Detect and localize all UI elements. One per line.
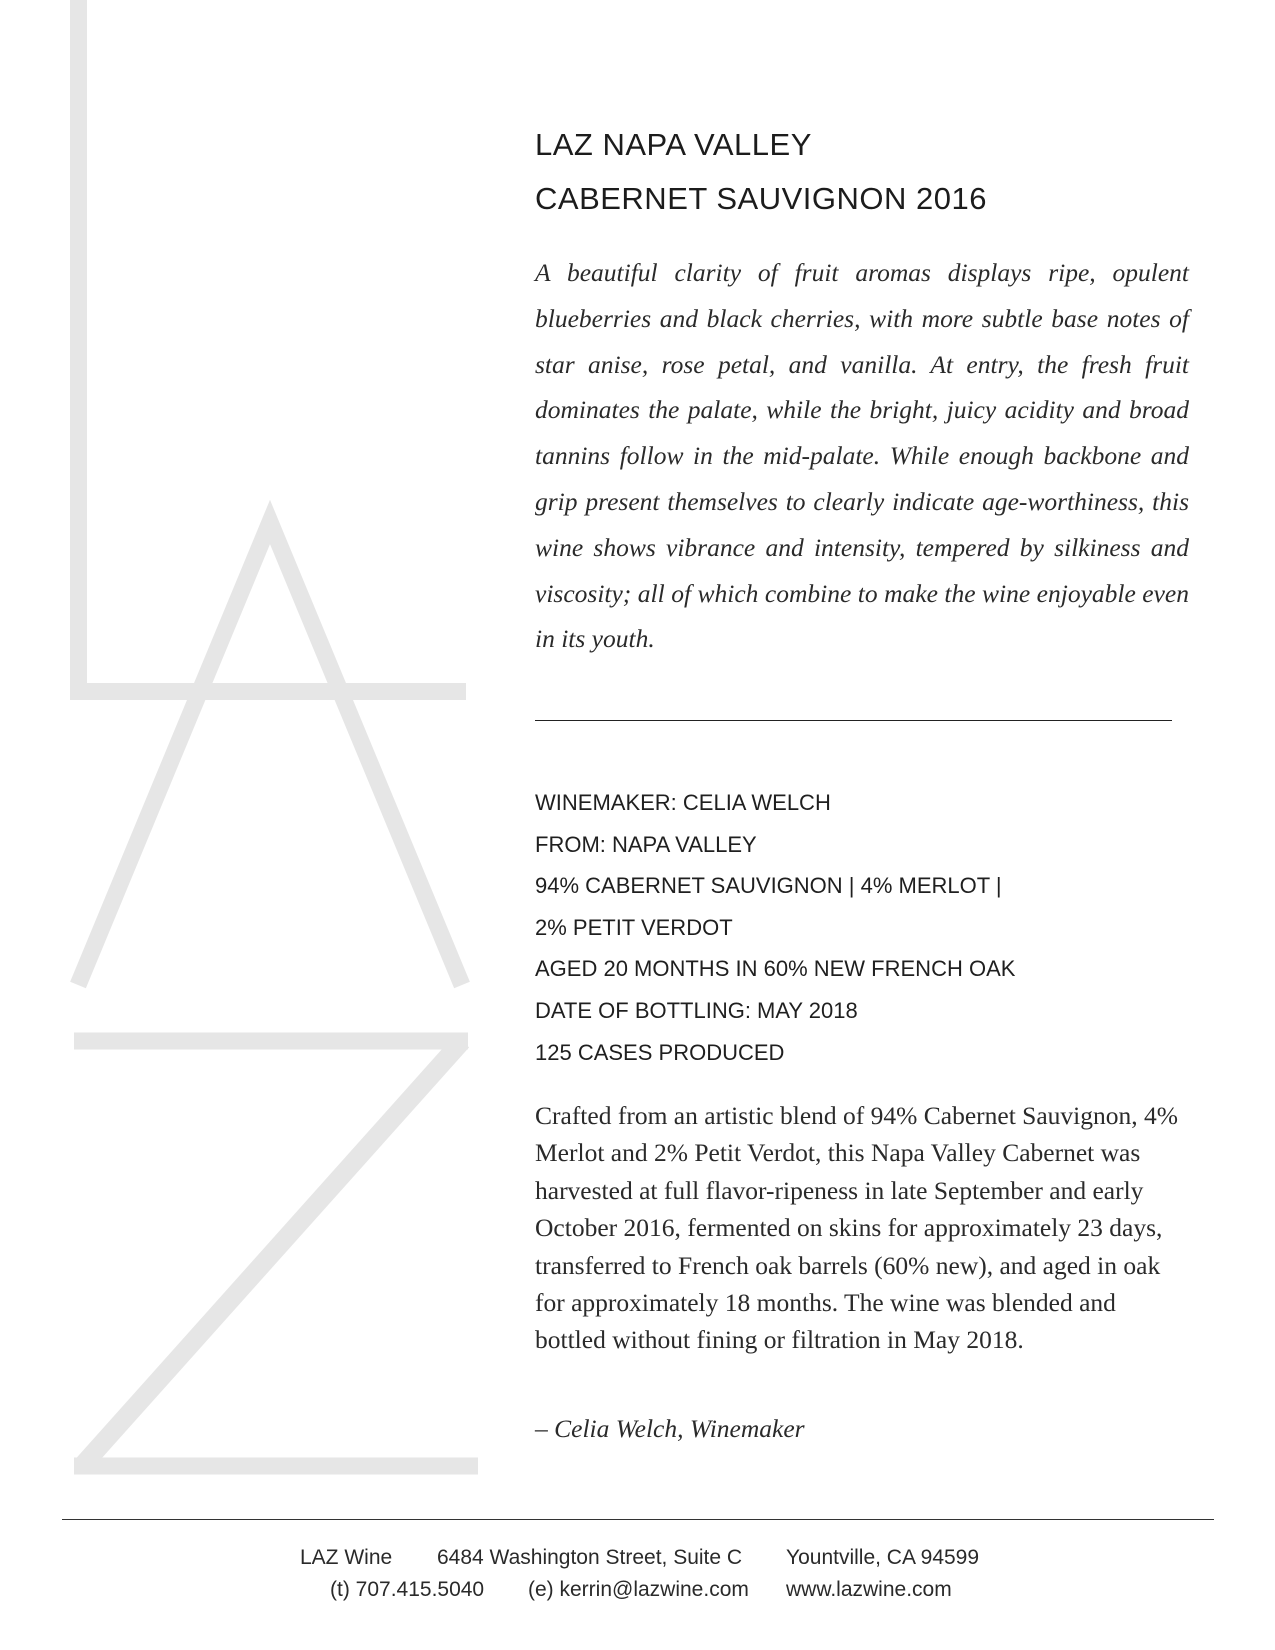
wine-specs: [535, 782, 1015, 1073]
laz-watermark-logo: [0, 0, 480, 1500]
watermark-a: [0, 0, 480, 1500]
spec-aging: AGED 20 MONTHS IN 60% NEW FRENCH OAK: [535, 956, 1016, 982]
footer-city: Yountville, CA 94599: [786, 1546, 980, 1569]
winemaker-signature: – Celia Welch, Winemaker: [535, 1414, 805, 1443]
tasting-note: A beautiful clarity of fruit aromas displays ripe, opulent blueberries and black cherries, with more subtle base notes of star anise, rose petal, and vanilla. At entry, the fresh fruit dominates the palate, while the bright, juicy acidity and broad tannins follow in the mid-palate. While enough backbone and grip present themselves to clearly indicate age-worthiness, this wine shows vibrance and intensity, tempered by silkiness and viscosity; all of which combine to make the wine enjoyable even in its youth.: [535, 258, 1189, 654]
spec-blend-2: 2% PETIT VERDOT: [535, 914, 733, 940]
footer-website[interactable]: www.lazwine.com: [786, 1578, 952, 1601]
footer-email[interactable]: (e) kerrin@lazwine.com: [528, 1578, 749, 1601]
spec-origin: FROM: NAPA VALLEY: [535, 831, 757, 857]
title-line-2: CABERNET SAUVIGNON 2016: [535, 181, 987, 216]
wine-title: [535, 118, 987, 226]
section-divider: [535, 720, 1172, 721]
winemaking-story: Crafted from an artistic blend of 94% Cabernet Sauvignon, 4% Merlot and 2% Petit Verdot, this Napa Valley Cabernet was harvested at full flavor-ripeness in late September and early October 2016, fermented on skins for approximately 23 days, transferred to French oak barrels (60% new), and aged in oak for approximately 18 months. The wine was blended and bottled without fining or filtration in May 2018.: [535, 1101, 1178, 1355]
footer-street: 6484 Washington Street, Suite C: [437, 1546, 743, 1569]
spec-cases: 125 CASES PRODUCED: [535, 1039, 785, 1065]
footer-divider: [62, 1519, 1214, 1520]
spec-winemaker: WINEMAKER: CELIA WELCH: [535, 790, 831, 815]
spec-bottling-date: DATE OF BOTTLING: MAY 2018: [535, 997, 858, 1023]
footer-phone: (t) 707.415.5040: [330, 1578, 485, 1601]
spec-blend-1: 94% CABERNET SAUVIGNON | 4% MERLOT |: [535, 873, 1002, 899]
title-line-1: LAZ NAPA VALLEY: [535, 127, 812, 162]
footer-company: LAZ Wine: [300, 1546, 393, 1569]
